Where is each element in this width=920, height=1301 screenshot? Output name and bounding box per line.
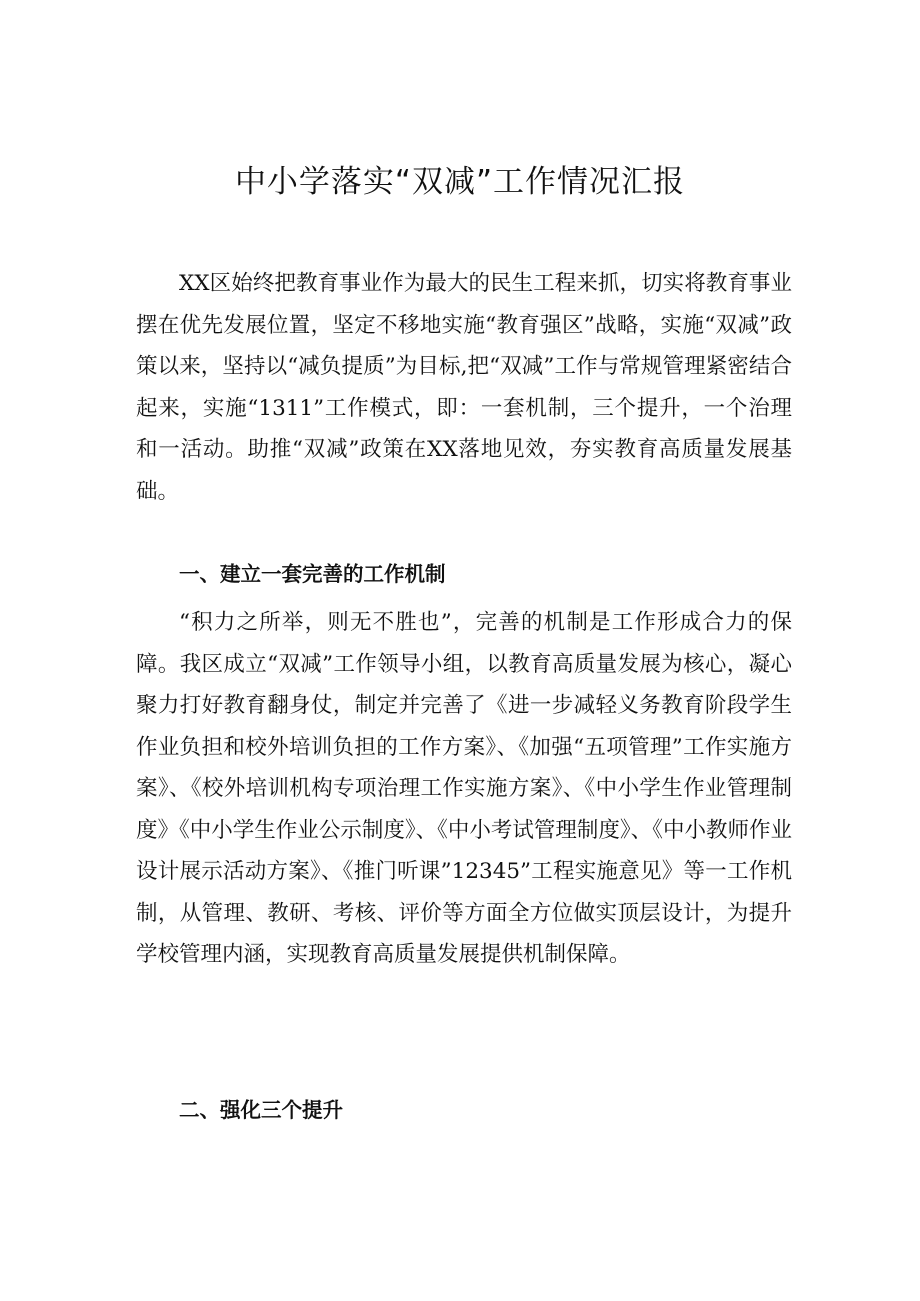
document-title: 中小学落实“双减”工作情况汇报 <box>234 164 686 200</box>
section-1-paragraph: “积力之所举，则无不胜也”，完善的机制是工作形成合力的保障。我区成立“双减”工作领导小组，以教育高质量发展为核心，凝心聚力打好教育翻身仗，制定并完善了《进一步减轻义务教育阶段学生作业负担和校外培训负担的工作方案》、《加强“五项管理”工作实施方案》、《校外培训机构专项治理工作实施方案》、《中小学生作业管理制度》《中小学生作业公示制度》、《中小考试管理制度》、《中小教师作业设计展示活动方案》、《推门听课”12345”工程实施意见》等一工作机制，从管理、教研、考核、评价等方面全方位做实顶层设计，为提升学校管理内涵，实现教育高质量发展提供机制保障。 <box>136 610 792 967</box>
section-heading-2: 二、强化三个提升 <box>179 1098 343 1122</box>
section-heading-1: 一、建立一套完善的工作机制 <box>179 562 446 586</box>
intro-paragraph: XX区始终把教育事业作为最大的民生工程来抓，切实将教育事业摆在优先发展位置，坚定不移地实施“教育强区”战略，实施“双减”政策以来，坚持以“减负提质”为目标,把“双减”工作与常规管理紧密结合起来，实施“1311”工作模式，即：一套机制，三个提升，一个治理和一活动。助推“双减”政策在XX落地见效，夯实教育高质量发展基础。 <box>136 271 792 504</box>
